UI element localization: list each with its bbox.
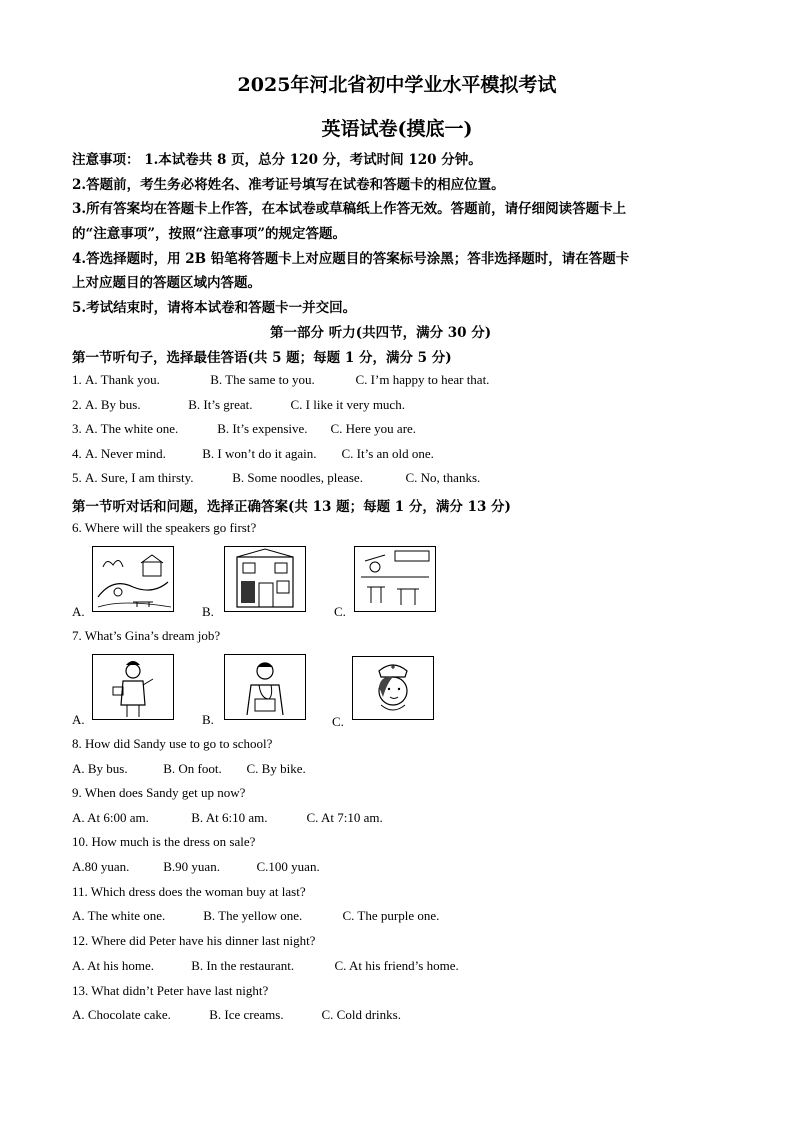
part1-heading: 第一部分 听力(共四节，满分 30 分) [270,325,492,341]
question-10-text: 10. How much is the dress on sale? [72,834,256,849]
option-c: C.100 yuan. [256,859,320,874]
page-title: 2025年河北省初中学业水平模拟考试 [237,74,557,96]
question-13-text: 13. What didn’t Peter have last night? [72,983,269,998]
option-a: A. At his home. [72,958,154,973]
option-a: A. Thank you. [85,372,160,387]
question-11-options [72,908,439,924]
question-11-text: 11. Which dress does the woman buy at last? [72,884,306,899]
page-subtitle: 英语试卷(摸底一) [321,118,473,140]
q7-option-a-label: A. [72,712,85,727]
option-b: B. It’s expensive. [217,421,308,436]
question-7-text: 7. What’s Gina’s dream job? [72,628,221,643]
note-line-5: 5.考试结束时，请将本试卷和答题卡一并交回。 [72,300,357,316]
question-number: 3. [72,421,82,436]
option-a: A. The white one. [85,421,179,436]
option-c: C. Cold drinks. [321,1007,401,1022]
option-a: A. Sure, I am thirsty. [85,470,194,485]
section2-heading: 第一节听对话和问题，选择正确答案(共 13 题；每题 1 分，满分 13 分) [72,499,511,515]
question-3 [72,421,416,437]
question-2 [72,397,405,413]
question-9-options [72,810,383,826]
store-building-icon [224,546,306,612]
option-a: A. Chocolate cake. [72,1007,171,1022]
section1-heading: 第一节听句子，选择最佳答语(共 5 题；每题 1 分，满分 5 分) [72,350,452,366]
question-9-text: 9. When does Sandy get up now? [72,785,246,800]
option-c: C. It’s an old one. [341,446,434,461]
question-1 [72,372,489,388]
option-b: B. The same to you. [210,372,315,387]
question-12-text: 12. Where did Peter have his dinner last night? [72,933,316,948]
option-b: B. The yellow one. [203,908,303,923]
q7-option-c-label: C. [332,714,344,729]
option-a: A. At 6:00 am. [72,810,149,825]
question-4 [72,446,434,462]
option-a: A. By bus. [72,761,128,776]
option-a: A. By bus. [85,397,141,412]
option-b: B. Some noodles, please. [232,470,363,485]
option-a: A. Never mind. [85,446,166,461]
option-c: C. I’m happy to hear that. [355,372,490,387]
question-6-text: 6. Where will the speakers go first? [72,520,257,535]
question-13-options [72,1007,401,1023]
option-c: C. At his friend’s home. [334,958,459,973]
option-b: B. Ice creams. [209,1007,284,1022]
option-c: C. The purple one. [342,908,440,923]
option-b: B. In the restaurant. [191,958,295,973]
question-8-options [72,761,306,777]
note-line-3a: 3.所有答案均在答题卡上作答，在本试卷或草稿纸上作答无效。答题前，请仔细阅读答题卡上 [72,201,627,217]
question-number: 4. [72,446,82,461]
option-b: B. I won’t do it again. [202,446,317,461]
park-scene-icon [92,546,174,612]
flight-attendant-icon [92,654,174,720]
note-line-4b: 上对应题目的答题区域内答题。 [72,275,261,291]
note-line-3b: 的“注意事项”，按照“注意事项”的规定答题。 [72,226,347,242]
q6-option-c-label: C. [334,604,346,619]
note-line-2: 2.答题前，考生务必将姓名、准考证号填写在试卷和答题卡的相应位置。 [72,177,505,193]
note-line-1: 注意事项： 1.本试卷共 8 页，总分 120 分，考试时间 120 分钟。 [72,152,482,168]
question-8-text: 8. How did Sandy use to go to school? [72,736,273,751]
option-c: C. At 7:10 am. [306,810,383,825]
restaurant-scene-icon [354,546,436,612]
option-b: B. It’s great. [188,397,253,412]
option-c: C. No, thanks. [405,470,481,485]
option-b: B.90 yuan. [163,859,220,874]
question-12-options [72,958,459,974]
option-b: B. At 6:10 am. [191,810,268,825]
option-a: A.80 yuan. [72,859,130,874]
nurse-icon [352,656,434,720]
q7-option-b-label: B. [202,712,214,727]
question-number: 1. [72,372,82,387]
question-number: 2. [72,397,82,412]
option-c: C. I like it very much. [290,397,405,412]
question-number: 5. [72,470,82,485]
option-a: A. The white one. [72,908,166,923]
q6-option-a-label: A. [72,604,85,619]
option-c: C. Here you are. [330,421,417,436]
q6-option-b-label: B. [202,604,214,619]
option-c: C. By bike. [246,761,306,776]
note-line-4a: 4.答选择题时，用 2B 铅笔将答题卡上对应题目的答案标号涂黑；答非选择题时，请在答题卡 [72,251,630,267]
question-5 [72,470,480,486]
question-10-options [72,859,320,875]
doctor-icon [224,654,306,720]
option-b: B. On foot. [163,761,222,776]
